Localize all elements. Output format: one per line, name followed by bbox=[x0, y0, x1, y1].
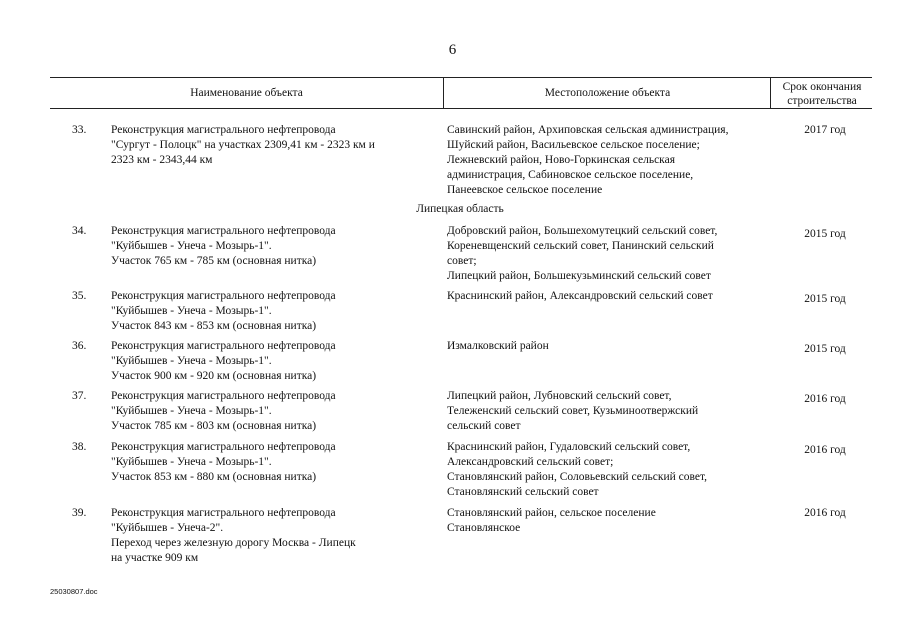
object-location: Становлянский район, сельское поселение Становлянское bbox=[447, 507, 656, 534]
region-heading: Липецкая область bbox=[416, 203, 504, 215]
footer-filename: 25030807.doc bbox=[50, 587, 98, 596]
header-location: Местоположение объекта bbox=[544, 87, 671, 99]
object-name: Реконструкция магистрального нефтепровода "Куйбышев - Унеча - Мозырь-1". Участок 900 км - 920 км (основная нитка) bbox=[111, 340, 336, 382]
page-number: 6 bbox=[448, 42, 457, 58]
object-location: Измалковский район bbox=[447, 340, 549, 352]
header-deadline: Срок окончания строительства bbox=[782, 81, 862, 107]
deadline-year: 2016 год bbox=[804, 444, 846, 456]
deadline-year: 2015 год bbox=[804, 293, 846, 305]
row-number: 34. bbox=[72, 225, 87, 237]
object-location: Краснинский район, Александровский сельский совет bbox=[447, 290, 713, 302]
object-name: Реконструкция магистрального нефтепровода "Сургут - Полоцк" на участках 2309,41 км - 2323 км и 2323 км - 2343,44 км bbox=[111, 124, 375, 166]
table-header bbox=[50, 77, 872, 109]
deadline-year: 2016 год bbox=[804, 393, 846, 405]
object-name: Реконструкция магистрального нефтепровода "Куйбышев - Унеча - Мозырь-1". Участок 765 км - 785 км (основная нитка) bbox=[111, 225, 336, 267]
row-number: 36. bbox=[72, 340, 87, 352]
deadline-year: 2017 год bbox=[804, 124, 846, 136]
object-location: Липецкий район, Лубновский сельский совет, Тележенский сельский совет, Кузьминоотвержский сельский совет bbox=[447, 390, 699, 432]
header-divider bbox=[770, 78, 771, 108]
object-name: Реконструкция магистрального нефтепровода "Куйбышев - Унеча - Мозырь-1". Участок 853 км - 880 км (основная нитка) bbox=[111, 441, 336, 483]
object-name: Реконструкция магистрального нефтепровода "Куйбышев - Унеча - Мозырь-1". Участок 785 км - 803 км (основная нитка) bbox=[111, 390, 336, 432]
row-number: 39. bbox=[72, 507, 87, 519]
row-number: 33. bbox=[72, 124, 87, 136]
object-location: Добровский район, Большехомутецкий сельский совет, Кореневщенский сельский совет, Панинский сельский совет; Липецкий район, Большекузьминский сельский совет bbox=[447, 225, 718, 282]
object-name: Реконструкция магистрального нефтепровода "Куйбышев - Унеча-2". Переход через железную дорогу Москва - Липецк на участке 909 км bbox=[111, 507, 356, 564]
object-name: Реконструкция магистрального нефтепровода "Куйбышев - Унеча - Мозырь-1". Участок 843 км - 853 км (основная нитка) bbox=[111, 290, 336, 332]
deadline-year: 2016 год bbox=[804, 507, 846, 519]
deadline-year: 2015 год bbox=[804, 343, 846, 355]
header-name: Наименование объекта bbox=[190, 87, 303, 99]
row-number: 38. bbox=[72, 441, 87, 453]
row-number: 35. bbox=[72, 290, 87, 302]
row-number: 37. bbox=[72, 390, 87, 402]
object-location: Краснинский район, Гудаловский сельский совет, Александровский сельский совет; Становлянский район, Соловьевский сельский совет, Становлянский сельский совет bbox=[447, 441, 708, 498]
deadline-year: 2015 год bbox=[804, 228, 846, 240]
header-divider bbox=[443, 78, 444, 108]
object-location: Савинский район, Архиповская сельская администрация, Шуйский район, Васильевское сельское поселение; Лежневский район, Ново-Горкинская сельская администрация, Сабиновское сельское поселение, Панеевское сельское поселение bbox=[447, 124, 729, 196]
